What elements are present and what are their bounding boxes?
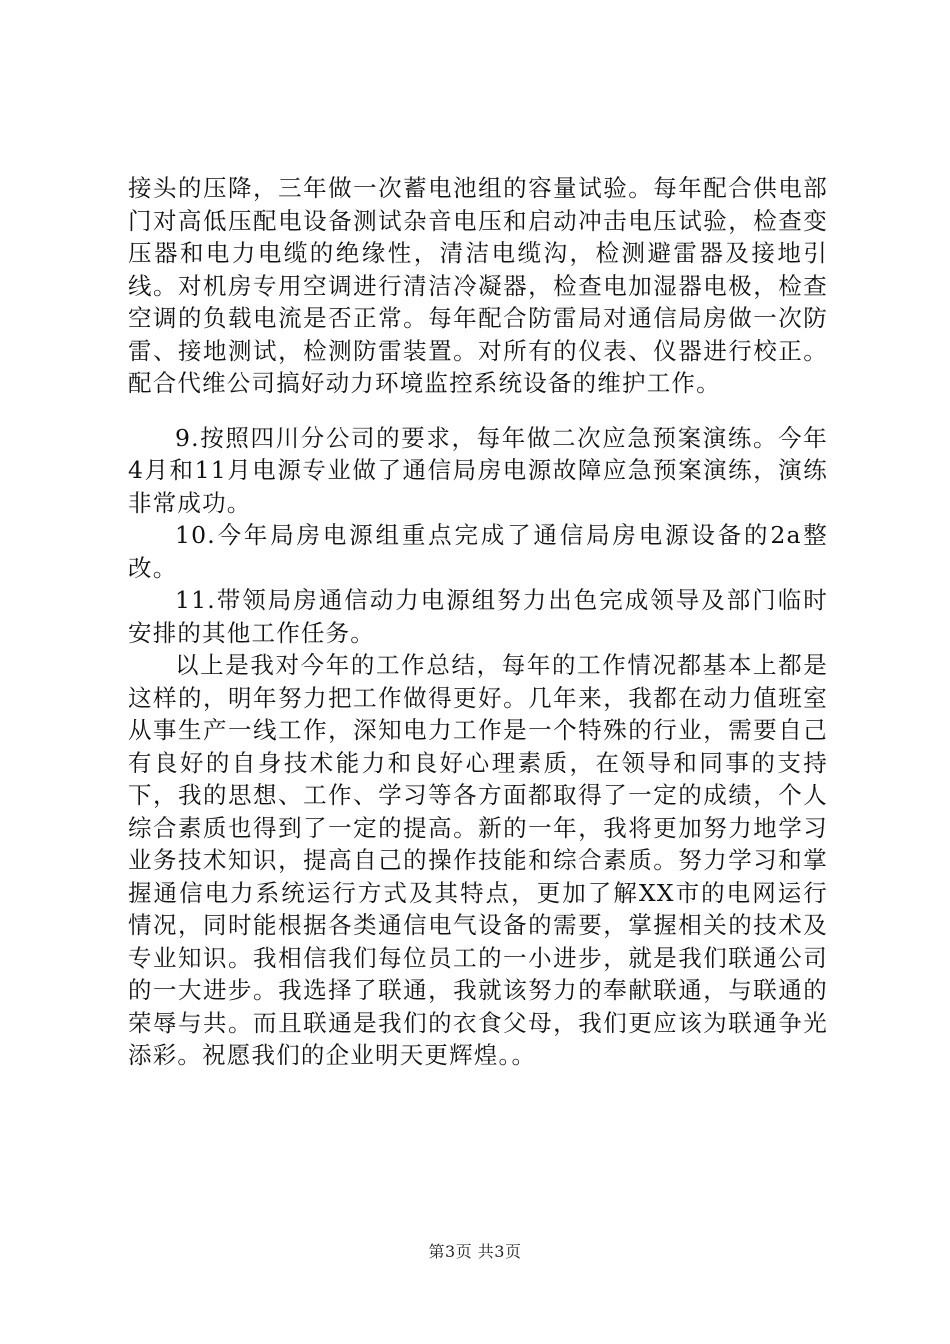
document-body	[128, 172, 828, 1072]
paragraph-item-9: 9.按照四川分公司的要求，每年做二次应急预案演练。今年4月和11月电源专业做了通信局房电源故障应急预案演练，演练非常成功。	[128, 423, 828, 517]
paragraph-maintenance-continued: 接头的压降，三年做一次蓄电池组的容量试验。每年配合供电部门对高低压配电设备测试杂音电压和启动冲击电压试验，检查变压器和电力电缆的绝缘性，清洁电缆沟，检测避雷器及接地引线。对机房专用空调进行清洁冷凝器，检查电加湿器电极，检查空调的负载电流是否正常。每年配合防雷局对通信局房做一次防雷、接地测试，检测防雷装置。对所有的仪表、仪器进行校正。配合代维公司搞好动力环境监控系统设备的维护工作。	[128, 174, 828, 397]
page-number-footer: 第3页 共3页	[428, 1242, 522, 1261]
paragraph-summary: 以上是我对今年的工作总结，每年的工作情况都基本上都是这样的，明年努力把工作做得更好。几年来，我都在动力值班室从事生产一线工作，深知电力工作是一个特殊的行业，需要自己有良好的自身技术能力和良好心理素质，在领导和同事的支持下，我的思想、工作、学习等各方面都取得了一定的成绩，个人综合素质也得到了一定的提高。新的一年，我将更加努力地学习业务技术知识，提高自己的操作技能和综合素质。努力学习和掌握通信电力系统运行方式及其特点，更加了解XX市的电网运行情况，同时能根据各类通信电气设备的需要，掌握相关的技术及专业知识。我相信我们每位员工的一小进步，就是我们联通公司的一大进步。我选择了联通，我就该努力的奉献联通，与联通的荣辱与共。而且联通是我们的衣食父母，我们更应该为联通争光添彩。祝愿我们的企业明天更辉煌。。	[128, 651, 828, 1069]
paragraph-item-11: 11.带领局房通信动力电源组努力出色完成领导及部门临时安排的其他工作任务。	[128, 586, 828, 647]
paragraph-item-10: 10.今年局房电源组重点完成了通信局房电源设备的2a整改。	[128, 521, 828, 582]
